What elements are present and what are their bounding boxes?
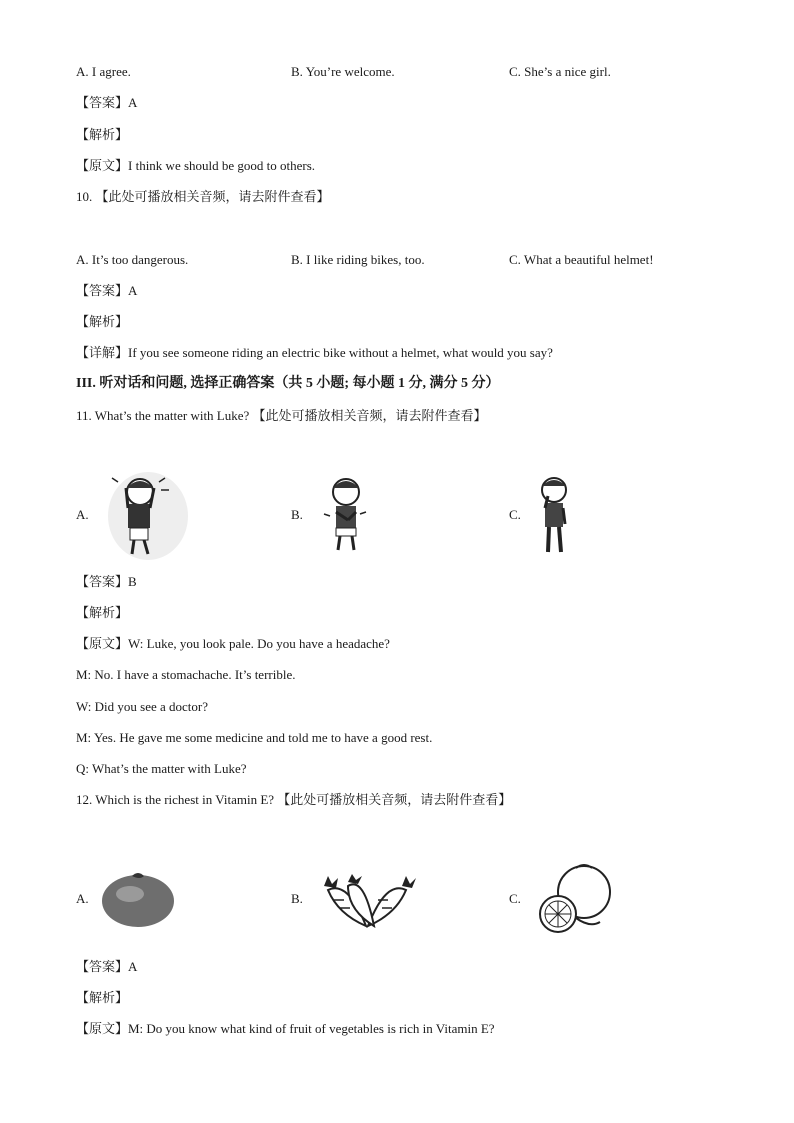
q12-answer: 【答案】A	[76, 959, 138, 974]
q11-transcript-1: 【原文】W: Luke, you look pale. Do you have a headache?	[76, 636, 390, 651]
tomato-icon	[100, 870, 176, 928]
boy-stomachache-icon	[318, 476, 372, 554]
boy-headache-icon	[104, 470, 200, 562]
q12-option-b-label: B.	[291, 891, 303, 906]
q12-option-a-label: A.	[76, 891, 89, 906]
q9-option-c: C. She’s a nice girl.	[509, 64, 611, 79]
q11-option-b-label: B.	[291, 507, 303, 522]
q9-answer: 【答案】A	[76, 95, 138, 110]
q11-transcript-question: Q: What’s the matter with Luke?	[76, 761, 247, 776]
q9-original-text: 【原文】I think we should be good to others.	[76, 158, 316, 173]
q11-answer: 【答案】B	[76, 574, 137, 589]
q11-stem: 11. What’s the matter with Luke? 【此处可播放相关音频，请去附件查看】	[76, 408, 487, 423]
q9-option-b: B. You’re welcome.	[291, 64, 395, 79]
section-3-heading: III. 听对话和问题, 选择正确答案（共 5 小题; 每小题 1 分, 满分 5 分）	[76, 376, 500, 391]
q11-option-a-label: A.	[76, 507, 89, 522]
q11-option-c-label: C.	[509, 507, 521, 522]
q11-analysis-label: 【解析】	[76, 605, 129, 620]
q10-option-b: B. I like riding bikes, too.	[291, 252, 425, 267]
q10-stem: 10. 【此处可播放相关音频，请去附件查看】	[76, 189, 330, 204]
q10-detail: 【详解】If you see someone riding an electric bike without a helmet, what would you say?	[76, 345, 553, 360]
q11-transcript-3: W: Did you see a doctor?	[76, 699, 208, 714]
q10-answer: 【答案】A	[76, 283, 138, 298]
q10-option-a: A. It’s too dangerous.	[76, 252, 189, 267]
q12-stem: 12. Which is the richest in Vitamin E? 【此处可播放相关音频，请去附件查看】	[76, 792, 512, 807]
q10-analysis-label: 【解析】	[76, 314, 129, 329]
q9-option-a: A. I agree.	[76, 64, 131, 79]
orange-icon	[536, 862, 616, 938]
q12-analysis-label: 【解析】	[76, 990, 129, 1005]
q11-transcript-4: M: Yes. He gave me some medicine and told me to have a good rest.	[76, 730, 433, 745]
q10-option-c: C. What a beautiful helmet!	[509, 252, 654, 267]
boy-toothache-icon	[534, 474, 576, 556]
q9-analysis-label: 【解析】	[76, 127, 129, 142]
q12-original-text: 【原文】M: Do you know what kind of fruit of vegetables is rich in Vitamin E?	[76, 1021, 495, 1036]
q11-transcript-2: M: No. I have a stomachache. It’s terrible.	[76, 667, 296, 682]
q12-option-c-label: C.	[509, 891, 521, 906]
carrots-icon	[318, 870, 418, 928]
